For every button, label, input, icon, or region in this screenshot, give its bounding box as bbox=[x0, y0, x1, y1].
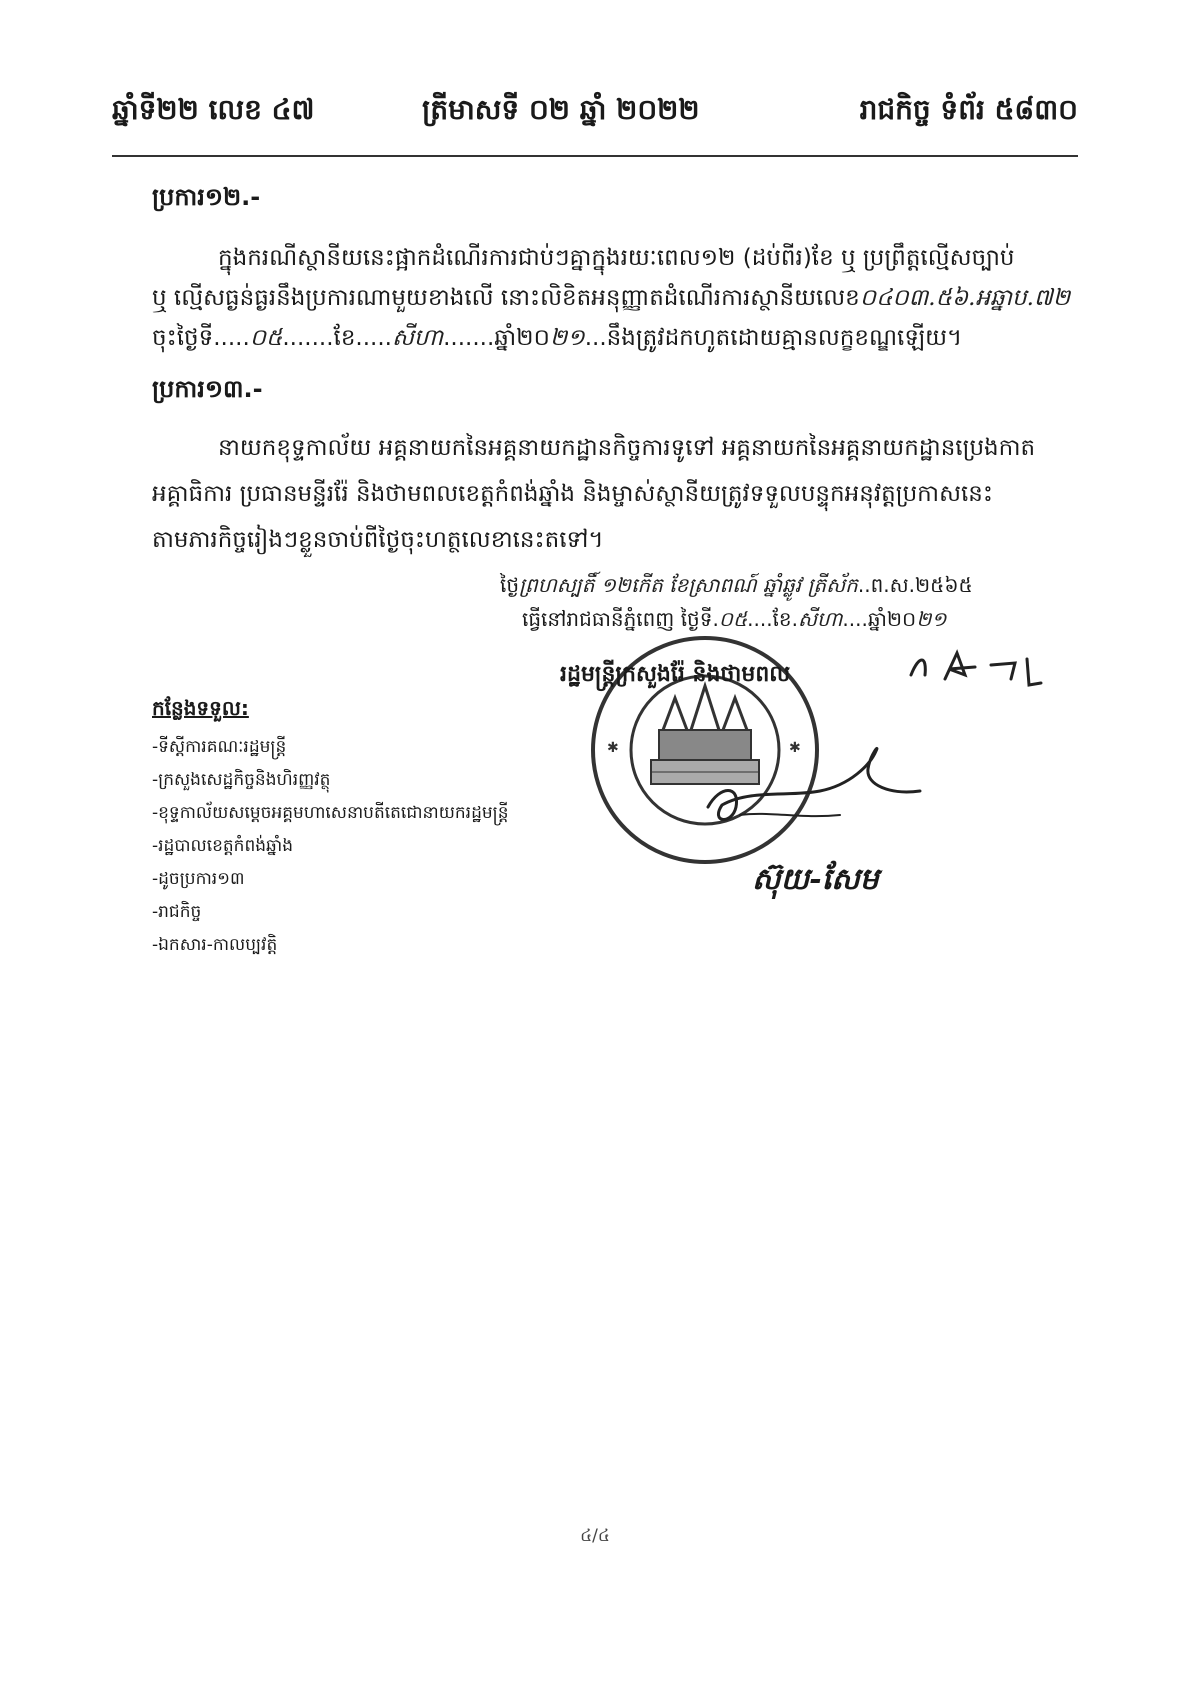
article-12-line-2 bbox=[152, 280, 1070, 317]
recipient-item: -ទីស្តីការគណៈរដ្ឋមន្ត្រី bbox=[152, 737, 287, 757]
article-13-line-3: តាមភារកិច្ចរៀងៗខ្លួនចាប់ពីថ្ងៃចុះហត្ថលេខានេះតទៅ។ bbox=[152, 527, 604, 553]
recipient-item: -រដ្ឋបាលខេត្តកំពង់ឆ្នាំង bbox=[152, 836, 294, 856]
article-13-title: ប្រការ១៣.- bbox=[152, 375, 263, 403]
article-12-title: ប្រការ១២.- bbox=[152, 183, 261, 211]
initials-scribble bbox=[905, 645, 1045, 690]
lunar-date-prefix: ថ្ងៃ bbox=[500, 573, 520, 597]
place-date-prefix: ធ្វើនៅរាជធានីភ្នំពេញ ថ្ងៃទី. bbox=[522, 607, 719, 631]
line-3-suffix: ...នឹងត្រូវដកហូតដោយគ្មានលក្ខខណ្ឌឡើយ។ bbox=[584, 325, 963, 351]
recipients-list bbox=[152, 695, 509, 962]
line-3-year-label: .......ឆ្នាំ២០ bbox=[443, 325, 550, 351]
svg-text:✱: ✱ bbox=[789, 740, 801, 756]
lunar-date-fill: ព្រហស្បតិ៍ ១២កើត ខែស្រាពណ៍ ឆ្នាំឆ្លូវ ត្រីស័ក bbox=[519, 573, 858, 597]
handwritten-signature bbox=[700, 745, 930, 835]
place-date-day: ០៥ bbox=[718, 607, 748, 631]
article-12-line-2-text: ឬ ល្មើសធ្ងន់ធ្ងរនឹងប្រការណាមួយខាងលើ នោះលិខិតអនុញ្ញាតដំណើរការស្ថានីយលេខ bbox=[152, 285, 860, 311]
header-page-ref: រាជកិច្ច ទំព័រ ៥៨៣០ bbox=[859, 93, 1078, 126]
svg-text:✱: ✱ bbox=[607, 740, 619, 756]
recipient-item: -រាជកិច្ច bbox=[152, 902, 202, 922]
line-3-day: ០៥ bbox=[249, 325, 283, 351]
article-13-line-1: នាយកខុទ្ទកាល័យ អគ្គនាយកនៃអគ្គនាយកដ្ឋានកិច្ចការទូទៅ អគ្គនាយកនៃអគ្គនាយកដ្ឋានប្រេងកាត bbox=[218, 435, 1036, 461]
line-3-year: ២១ bbox=[549, 325, 585, 351]
recipients-title: កន្លែងទទួល: bbox=[152, 696, 249, 720]
license-number-fill: ០៤០៣.៥៦.អឆ្នាប.៧២ bbox=[859, 285, 1071, 311]
article-13-line-2: អគ្គាធិការ ប្រធានមន្ទីររ៉ែ និងថាមពលខេត្តកំពង់ឆ្នាំង និងម្ចាស់ស្ថានីយត្រូវទទួលបន្ទុកអនុវត្តប្រកាសនេះ bbox=[152, 481, 993, 507]
lunar-date-line bbox=[500, 568, 973, 602]
signatory-name: ស៊ុយ-សែម bbox=[752, 862, 879, 897]
line-3-month: សីហា bbox=[391, 325, 444, 351]
article-12-line-1: ក្នុងករណីស្ថានីយនេះផ្អាកដំណើរការជាប់ៗគ្នាក្នុងរយៈពេល១២ (ដប់ពីរ)ខែ ឬ ប្រព្រឹត្តល្មើសច្បាប់ bbox=[218, 245, 1015, 271]
header-year-issue: ឆ្នាំទី២២ លេខ ៤៧ bbox=[112, 93, 315, 126]
article-12-line-3 bbox=[152, 320, 962, 357]
place-date-month: សីហា bbox=[797, 607, 843, 631]
line-3-prefix: ចុះថ្ងៃទី..... bbox=[152, 325, 250, 351]
lunar-date-suffix: ..ព.ស.២៥៦៥ bbox=[857, 573, 973, 597]
place-date-year: ២១ bbox=[916, 607, 947, 631]
date-block bbox=[500, 568, 973, 636]
recipient-item: -ដូចប្រការ១៣ bbox=[152, 869, 245, 889]
place-year-label: ....ឆ្នាំ២០ bbox=[842, 607, 917, 631]
header-quarter: ត្រីមាសទី ០២ ឆ្នាំ ២០២២ bbox=[422, 93, 700, 126]
minister-title: រដ្ឋមន្ត្រីក្រសួងរ៉ែ និងថាមពល bbox=[560, 662, 791, 687]
line-3-month-label: .......ខែ..... bbox=[282, 325, 392, 351]
recipient-item: -ឯកសារ-កាលប្បវត្តិ bbox=[152, 935, 278, 955]
page-number: ៤/៤ bbox=[580, 1526, 610, 1546]
header-rule bbox=[112, 155, 1078, 157]
page-header bbox=[112, 92, 1078, 132]
place-month-label: ....ខែ. bbox=[747, 607, 798, 631]
recipient-item: -ខុទ្ទកាល័យសម្តេចអគ្គមហាសេនាបតីតេជោនាយករដ្ឋមន្ត្រី bbox=[152, 803, 509, 823]
recipient-item: -ក្រសួងសេដ្ឋកិច្ចនិងហិរញ្ញវត្ថុ bbox=[152, 770, 331, 790]
